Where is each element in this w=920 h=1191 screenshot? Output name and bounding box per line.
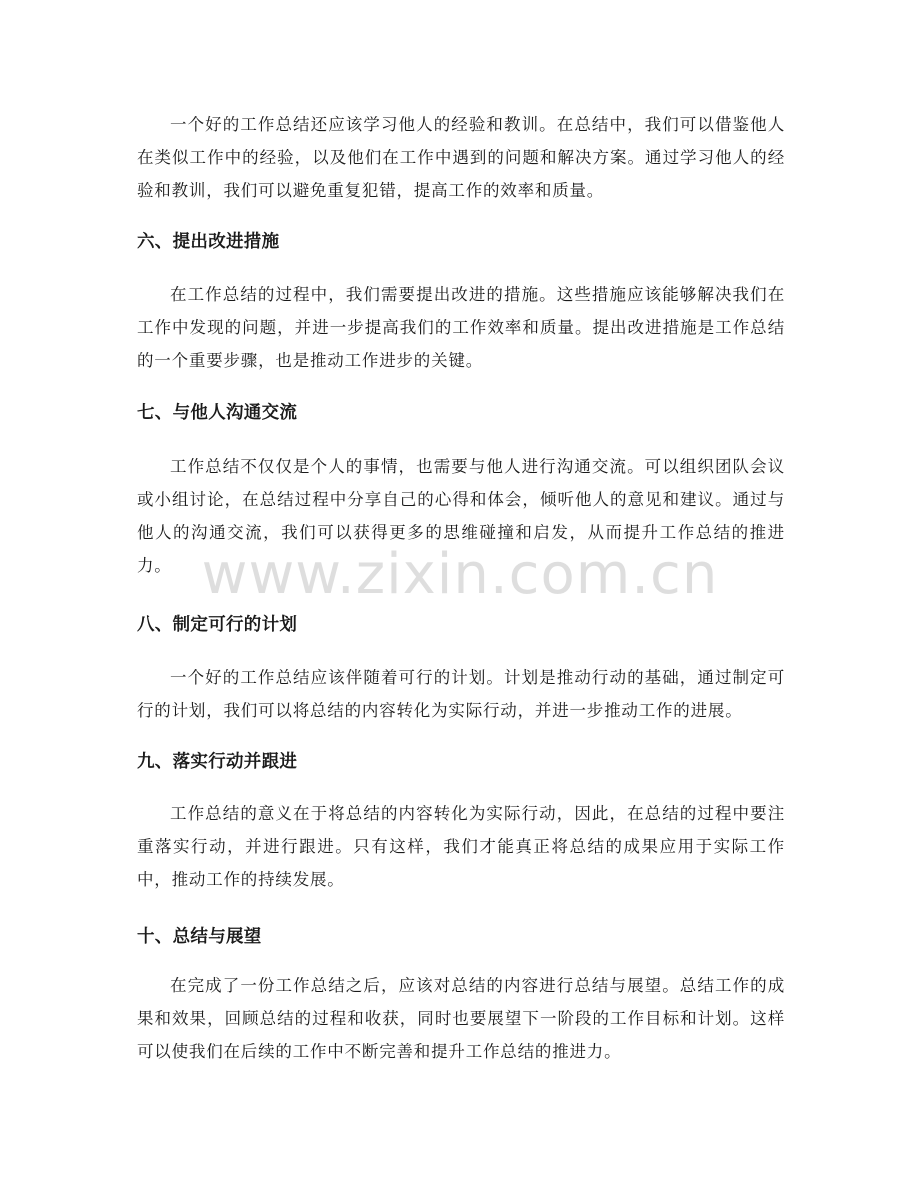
paragraph-communication: 工作总结不仅仅是个人的事情，也需要与他人进行沟通交流。可以组织团队会议或小组讨论，在总结过程中分享自己的心得和体会，倾听他人的意见和建议。通过与他人的沟通交流，我们可以获得更多的思维碰撞和启发，从而提升工作总结的推进力。	[137, 457, 785, 575]
paragraph-learn-from-others: 一个好的工作总结还应该学习他人的经验和教训。在总结中，我们可以借鉴他人在类似工作中的经验，以及他们在工作中遇到的问题和解决方案。通过学习他人的经验和教训，我们可以避免重复犯错，提高工作的效率和质量。	[137, 115, 785, 200]
paragraph-feasible-plan: 一个好的工作总结应该伴随着可行的计划。计划是推动行动的基础，通过制定可行的计划，我们可以将总结的内容转化为实际行动，并进一步推动工作的进展。	[137, 668, 785, 720]
paragraph-summary-outlook: 在完成了一份工作总结之后，应该对总结的内容进行总结与展望。总结工作的成果和效果，回顾总结的过程和收获，同时也要展望下一阶段的工作目标和计划。这样可以使我们在后续的工作中不断完善和提升工作总结的推进力。	[137, 976, 785, 1061]
paragraph-improvement-measures: 在工作总结的过程中，我们需要提出改进的措施。这些措施应该能够解决我们在工作中发现的问题，并进一步提高我们的工作效率和质量。提出改进措施是工作总结的一个重要步骤，也是推动工作进步的关键。	[137, 285, 785, 370]
heading-section-7: 七、与他人沟通交流	[137, 403, 298, 423]
paragraph-implement-follow-up: 工作总结的意义在于将总结的内容转化为实际行动，因此，在总结的过程中要注重落实行动，并进行跟进。只有这样，我们才能真正将总结的成果应用于实际工作中，推动工作的持续发展。	[137, 804, 785, 889]
watermark-text: www.zixin.com.cn	[201, 542, 719, 607]
heading-section-8: 八、制定可行的计划	[137, 615, 298, 635]
heading-section-9: 九、落实行动并跟进	[137, 752, 298, 772]
heading-section-10: 十、总结与展望	[137, 927, 262, 947]
heading-section-6: 六、提出改进措施	[137, 232, 280, 252]
